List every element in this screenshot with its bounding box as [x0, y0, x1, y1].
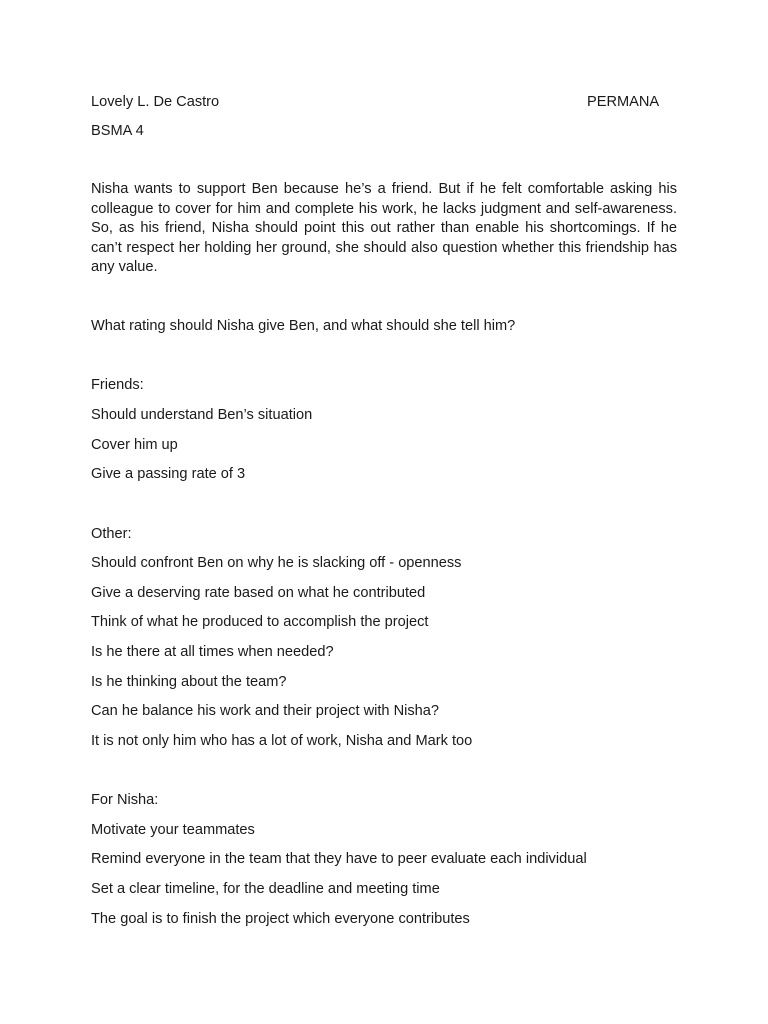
other-item: Is he thinking about the team?	[91, 674, 287, 690]
other-item: It is not only him who has a lot of work, Nisha and Mark too	[91, 733, 473, 749]
for-nisha-item: Remind everyone in the team that they have to peer evaluate each individual	[91, 851, 587, 867]
friends-item: Should understand Ben’s situation	[91, 407, 313, 423]
author-name: Lovely L. De Castro	[91, 94, 220, 110]
for-nisha-item: Motivate your teammates	[91, 822, 255, 838]
friends-item: Give a passing rate of 3	[91, 466, 246, 482]
other-item: Is he there at all times when needed?	[91, 644, 334, 660]
intro-paragraph: Nisha wants to support Ben because he’s a friend. But if he felt comfortable asking his colleague to cover for him and complete his work, he lacks judgment and self-awareness. So, as his friend, Nisha should point this out rather than enable his shortcomings. If he can’t respect her holding her ground, she should also question whether this friendship has any value.	[91, 181, 677, 276]
friends-item: Cover him up	[91, 437, 178, 453]
course-label: BSMA 4	[91, 123, 144, 139]
other-item: Think of what he produced to accomplish the project	[91, 614, 429, 630]
for-nisha-item: The goal is to finish the project which everyone contributes	[91, 911, 470, 927]
other-heading: Other:	[91, 526, 132, 542]
subject-label: PERMANA	[587, 94, 660, 110]
question-line: What rating should Nisha give Ben, and what should she tell him?	[91, 318, 516, 334]
for-nisha-heading: For Nisha:	[91, 792, 159, 808]
other-item: Can he balance his work and their project with Nisha?	[91, 703, 440, 719]
friends-heading: Friends:	[91, 377, 144, 393]
other-item: Should confront Ben on why he is slacking off - openness	[91, 555, 462, 571]
other-item: Give a deserving rate based on what he contributed	[91, 585, 426, 601]
for-nisha-item: Set a clear timeline, for the deadline and meeting time	[91, 881, 440, 897]
